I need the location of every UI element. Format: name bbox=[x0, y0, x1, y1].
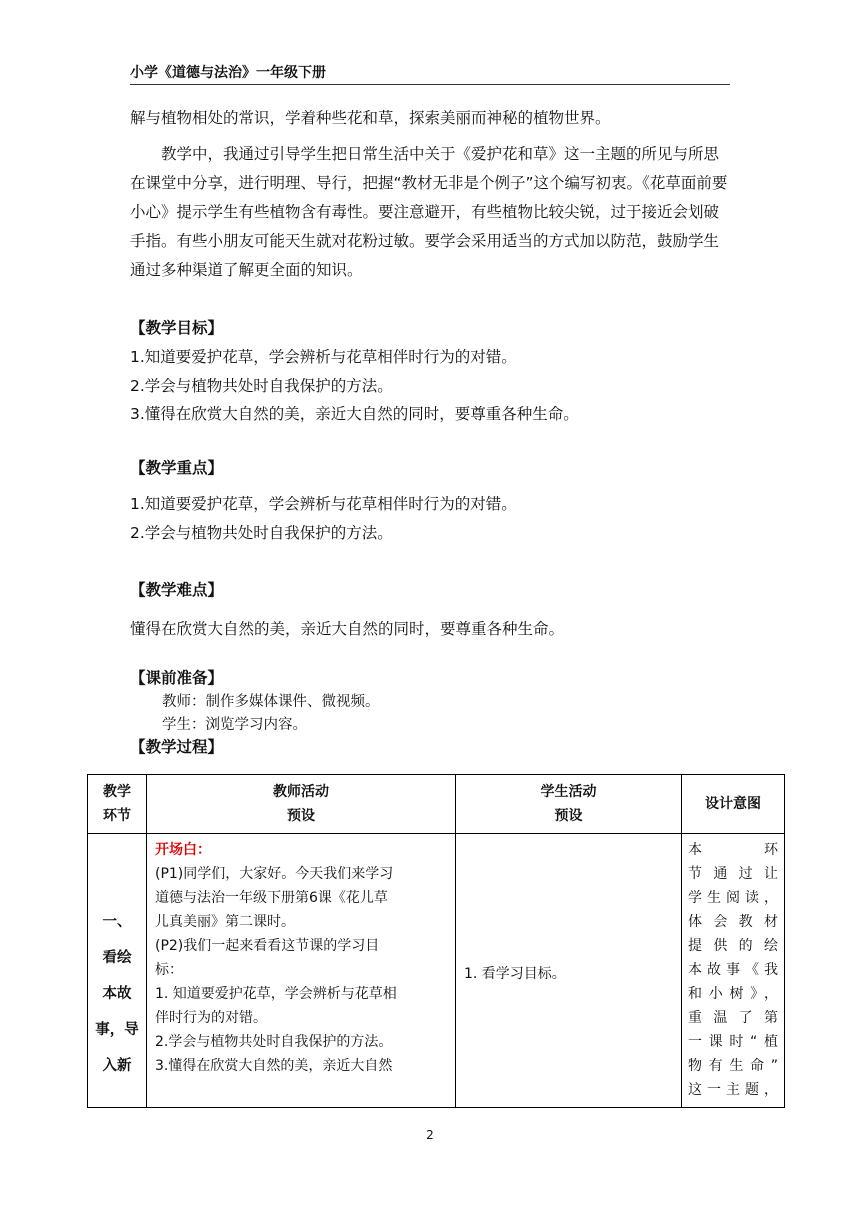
keypoints-heading: 【教学重点】 bbox=[130, 459, 224, 477]
table-header-row bbox=[88, 775, 785, 834]
page-number: 2 bbox=[426, 1128, 434, 1142]
intro-paragraph-2: 教学中，我通过引导学生把日常生活中关于《爱护花和草》这一主题的所见与所思在课堂中分享，进行明理、导行，把握“教材无非是个例子”这个编写初衷。《花草面前要小心》提示学生有些植物含有毒性。要注意避开，有些植物比较尖锐，过于接近会划破手指。有些小朋友可能天生就对花粉过敏。要学会采用适当的方式加以防范，鼓励学生通过多种渠道了解更全面的知识。 bbox=[130, 145, 728, 279]
goals-heading: 【教学目标】 bbox=[130, 319, 224, 337]
prep-student: 学生：浏览学习内容。 bbox=[162, 717, 307, 733]
page-header bbox=[130, 60, 730, 85]
col-header-teacher: 教师活动 预设 bbox=[147, 775, 456, 834]
table-row bbox=[88, 834, 785, 1108]
goal-item-1: 1.知道要爱护花草，学会辨析与花草相伴时行为的对错。 bbox=[130, 348, 517, 366]
intro-paragraph-1: 解与植物相处的常识，学着种些花和草，探索美丽而神秘的植物世界。 bbox=[130, 109, 611, 127]
process-heading: 【教学过程】 bbox=[130, 738, 224, 756]
keypoint-item-2: 2.学会与植物共处时自我保护的方法。 bbox=[130, 524, 393, 542]
difficulty-heading: 【教学难点】 bbox=[130, 581, 224, 599]
header-title: 小学《道德与法治》一年级下册 bbox=[130, 65, 326, 81]
stage-cell: 一、 看绘 本故 事，导 入新 bbox=[88, 834, 147, 1108]
teacher-activity-cell: 开场白： (P1)同学们，大家好。今天我们来学习 道德与法治一年级下册第6课《花儿草 儿真美丽》第二课时。 (P2)我们一起来看看这节课的学习目 标： 1. 知道要爱护花草，学会辨析与花草相 伴时行为的对错。 2.学会与植物共处时自我保护的方法。 3.懂得在欣赏大自然的美，亲近大自然 bbox=[147, 834, 456, 1108]
design-intent-cell: 本 环 节通过让 学生阅读， 体会教材 提供的绘 本故事《我 和小树》， 重温了第 一课时“植 物有生命” 这一主题， bbox=[682, 834, 785, 1108]
student-activity-cell: 1. 看学习目标。 bbox=[456, 834, 682, 1108]
col-header-design: 设计意图 bbox=[682, 775, 785, 834]
col-header-student: 学生活动 预设 bbox=[456, 775, 682, 834]
prep-teacher: 教师：制作多媒体课件、微视频。 bbox=[162, 694, 380, 710]
prep-heading: 【课前准备】 bbox=[130, 669, 224, 687]
goal-item-3: 3.懂得在欣赏大自然的美，亲近大自然的同时，要尊重各种生命。 bbox=[130, 405, 579, 423]
keypoint-item-1: 1.知道要爱护花草，学会辨析与花草相伴时行为的对错。 bbox=[130, 495, 517, 513]
difficulty-text: 懂得在欣赏大自然的美，亲近大自然的同时，要尊重各种生命。 bbox=[130, 620, 565, 638]
col-header-stage: 教学 环节 bbox=[88, 775, 147, 834]
goal-item-2: 2.学会与植物共处时自我保护的方法。 bbox=[130, 377, 393, 395]
process-table bbox=[87, 774, 785, 1108]
